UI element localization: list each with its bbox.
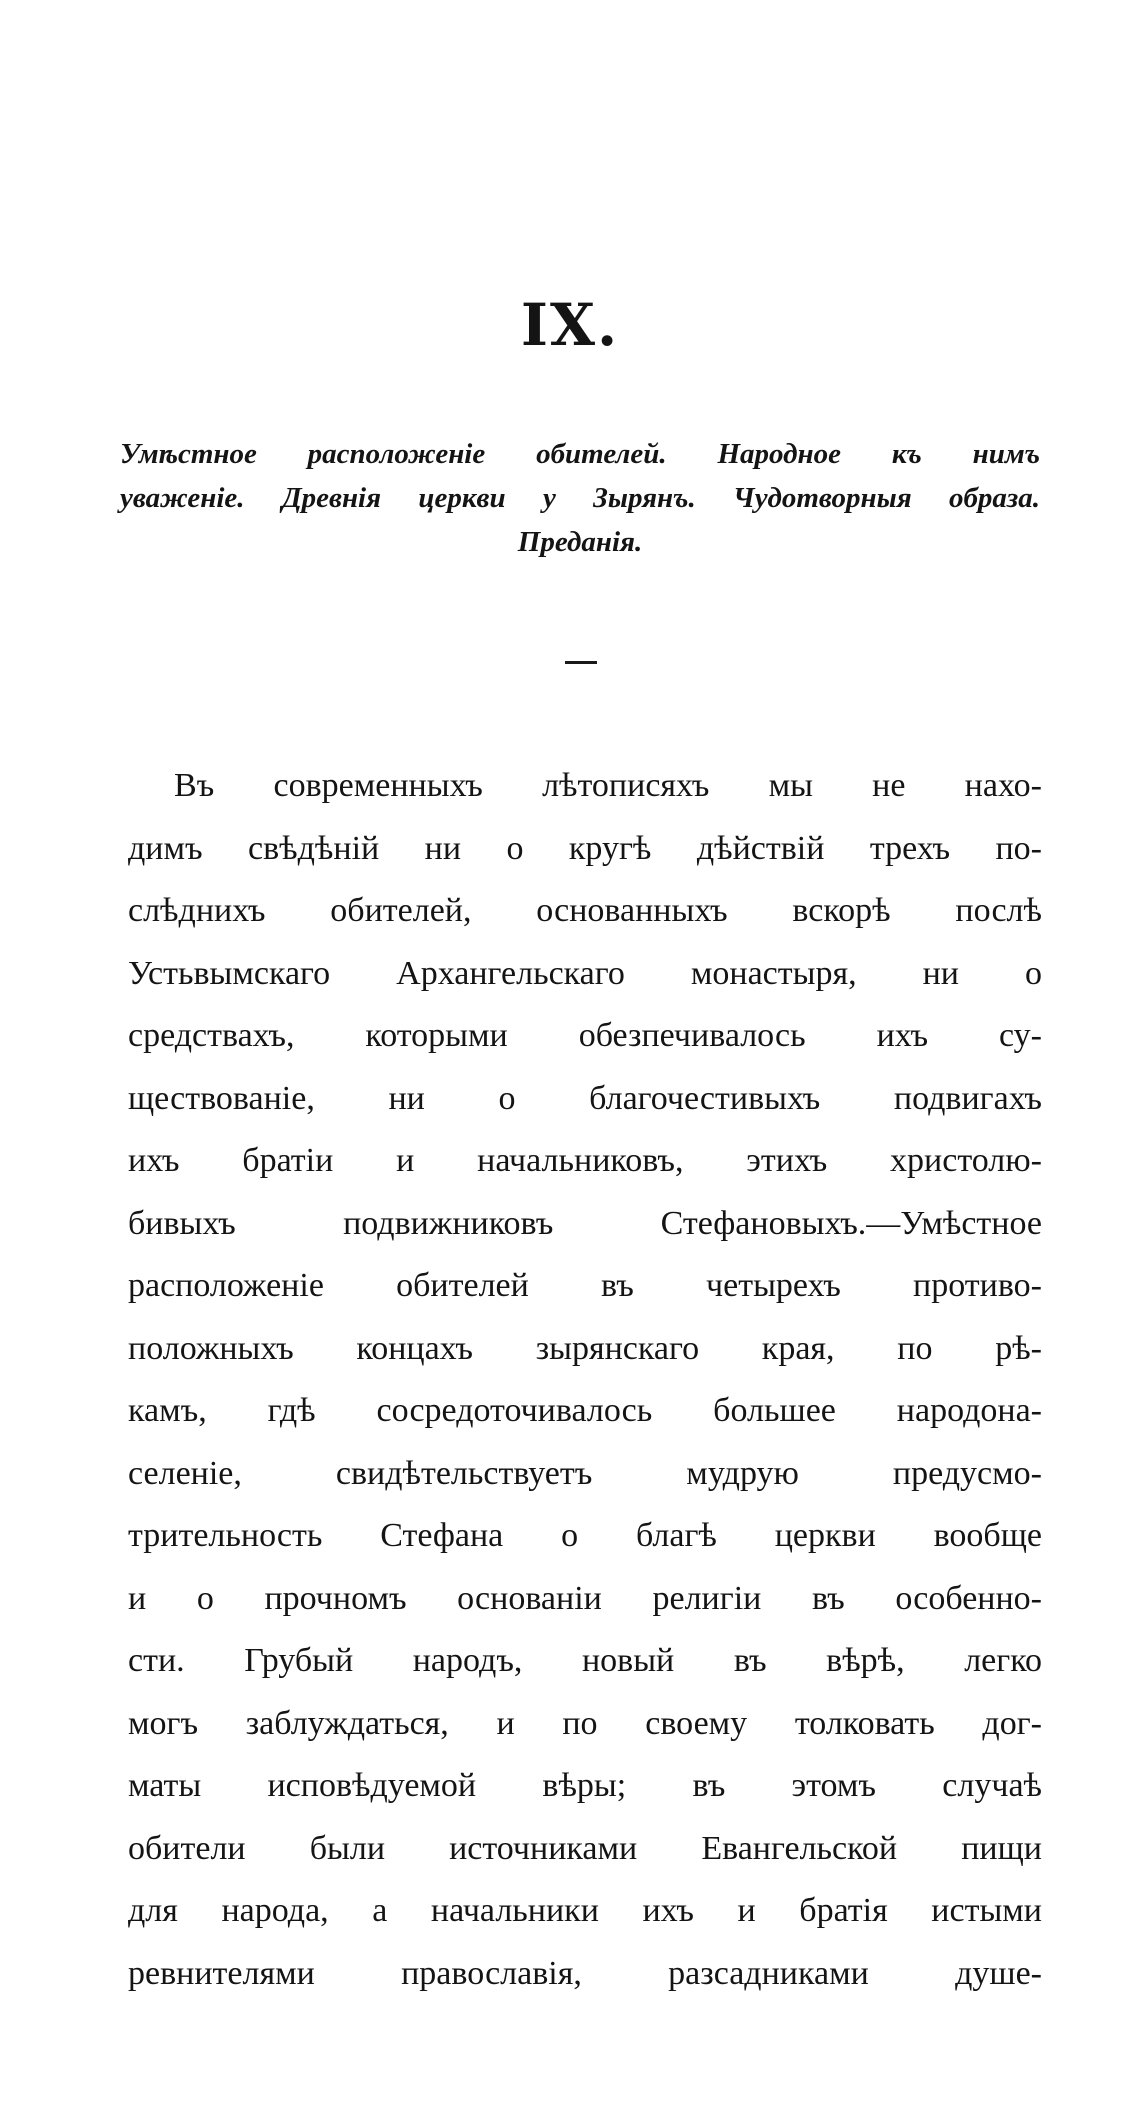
body-line: ихъ братіи и начальниковъ, этихъ христолю-: [128, 1142, 1042, 1179]
body-line: Въ современныхъ лѣтописяхъ мы не нахо-: [174, 767, 1042, 804]
body-line: ревнителями православія, разсадниками душе-: [128, 1954, 1042, 1992]
body-line: Устьвымскаго Архангельскаго монастыря, ни о: [128, 954, 1042, 992]
section-separator: [565, 661, 597, 664]
body-line: маты исповѣдуемой вѣры; въ этомъ случаѣ: [128, 1767, 1042, 1804]
body-line: для народа, а начальники ихъ и братія истыми: [128, 1892, 1042, 1929]
body-line: селеніе, свидѣтельствуетъ мудрую предусмо-: [128, 1454, 1042, 1492]
body-line: обители были источниками Евангельской пищи: [128, 1829, 1042, 1867]
body-line: димъ свѣдѣній ни о кругѣ дѣйствій трехъ по-: [128, 829, 1042, 867]
summary-line: уваженіе. Древнія церкви у Зырянъ. Чудотворныя образа.: [120, 482, 1040, 514]
body-line: бивыхъ подвижниковъ Стефановыхъ.—Умѣстное: [128, 1204, 1042, 1242]
body-line: положныхъ концахъ зырянскаго края, по рѣ-: [128, 1329, 1042, 1367]
body-line: расположеніе обителей въ четырехъ противо-: [128, 1267, 1042, 1304]
body-line: трительность Стефана о благѣ церкви вообще: [128, 1517, 1042, 1554]
summary-line: Преданія.: [517, 526, 643, 558]
body-line: камъ, гдѣ сосредоточивалось большее народона-: [128, 1392, 1042, 1429]
body-line: сти. Грубый народъ, новый въ вѣрѣ, легко: [128, 1642, 1042, 1679]
body-line: ществованіе, ни о благочестивыхъ подвигахъ: [128, 1079, 1042, 1117]
body-line: могъ заблуждаться, и по своему толковать дог-: [128, 1704, 1042, 1742]
body-line: слѣднихъ обителей, основанныхъ вскорѣ послѣ: [128, 892, 1042, 929]
chapter-summary: [120, 432, 1040, 564]
summary-line: Умѣстное расположеніе обителей. Народное къ нимъ: [120, 438, 1040, 470]
body-line: средствахъ, которыми обезпечивалось ихъ су-: [128, 1017, 1042, 1054]
body-line: и о прочномъ основаніи религіи въ особенно-: [128, 1579, 1042, 1617]
body-text: [128, 755, 1042, 2005]
chapter-number: IX.: [520, 291, 620, 359]
